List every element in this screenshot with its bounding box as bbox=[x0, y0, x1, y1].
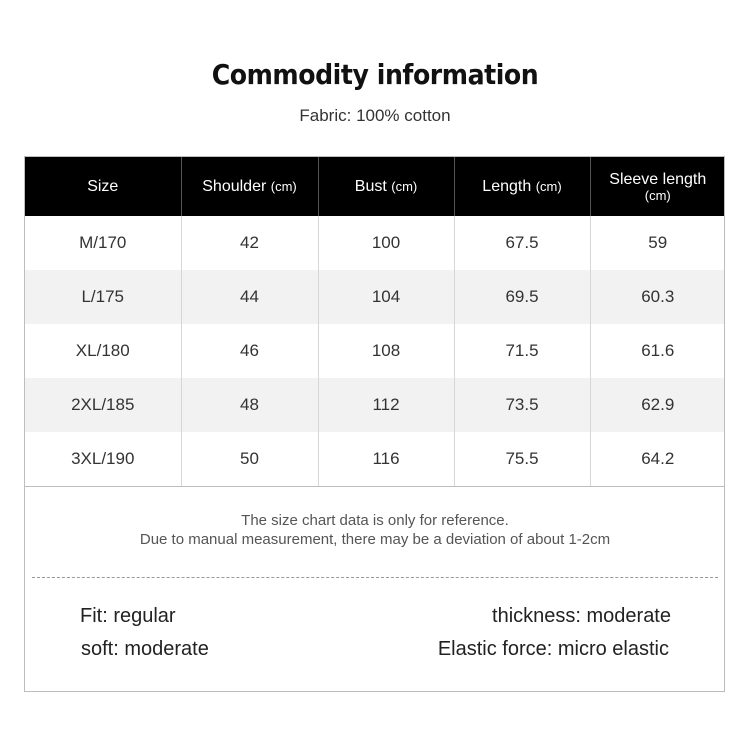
note-line-deviation: Due to manual measurement, there may be a deviation of about 1-2cm bbox=[139, 531, 611, 548]
cell-size: M/170 bbox=[25, 216, 181, 270]
cell-bust: 108 bbox=[318, 324, 454, 378]
cell-bust: 104 bbox=[318, 270, 454, 324]
cell-shoulder: 42 bbox=[181, 216, 318, 270]
fabric-subtitle: Fabric: 100% cotton bbox=[299, 106, 451, 125]
size-info-panel bbox=[24, 156, 725, 692]
cell-shoulder: 48 bbox=[181, 378, 318, 432]
cell-length: 69.5 bbox=[454, 270, 590, 324]
cell-shoulder: 50 bbox=[181, 432, 318, 487]
header-bust: Bust (cm) bbox=[318, 157, 454, 216]
size-chart-table bbox=[25, 157, 725, 487]
header-sleeve-length: Sleeve length (cm) bbox=[590, 157, 725, 216]
page-title: Commodity information bbox=[211, 58, 539, 91]
cell-bust: 116 bbox=[318, 432, 454, 487]
cell-shoulder: 44 bbox=[181, 270, 318, 324]
cell-shoulder: 46 bbox=[181, 324, 318, 378]
cell-sleeve-length: 64.2 bbox=[590, 432, 725, 487]
header-size: Size bbox=[25, 157, 181, 216]
cell-sleeve-length: 61.6 bbox=[641, 341, 675, 360]
cell-sleeve-length: 60.3 bbox=[590, 270, 725, 324]
measurement-note bbox=[25, 511, 725, 549]
table-row bbox=[25, 216, 725, 270]
note-line-reference: The size chart data is only for reference. bbox=[241, 512, 509, 529]
attribute-fit: Fit: regular bbox=[80, 605, 176, 627]
header-shoulder: Shoulder (cm) bbox=[181, 157, 318, 216]
attribute-thickness: thickness: moderate bbox=[492, 605, 671, 627]
cell-bust: 100 bbox=[318, 216, 454, 270]
cell-size: 3XL/190 bbox=[25, 432, 181, 487]
dotted-divider bbox=[32, 577, 718, 578]
table-row bbox=[25, 378, 725, 432]
table-header-row bbox=[25, 157, 725, 216]
cell-size: XL/180 bbox=[25, 324, 181, 378]
table-row bbox=[25, 432, 725, 487]
header-length: Length (cm) bbox=[454, 157, 590, 216]
cell-length: 73.5 bbox=[454, 378, 590, 432]
cell-length: 75.5 bbox=[454, 432, 590, 487]
cell-size: 2XL/185 bbox=[25, 378, 181, 432]
cell-length: 67.5 bbox=[454, 216, 590, 270]
cell-length: 71.5 bbox=[454, 324, 590, 378]
cell-bust: 112 bbox=[318, 378, 454, 432]
table-row bbox=[25, 270, 725, 324]
cell-sleeve-length: 62.9 bbox=[590, 378, 725, 432]
attribute-soft: soft: moderate bbox=[81, 638, 209, 660]
cell-size: L/175 bbox=[25, 270, 181, 324]
attribute-elastic-force: Elastic force: micro elastic bbox=[437, 638, 669, 660]
table-row bbox=[25, 324, 725, 378]
cell-sleeve-length: 59 bbox=[648, 233, 668, 252]
